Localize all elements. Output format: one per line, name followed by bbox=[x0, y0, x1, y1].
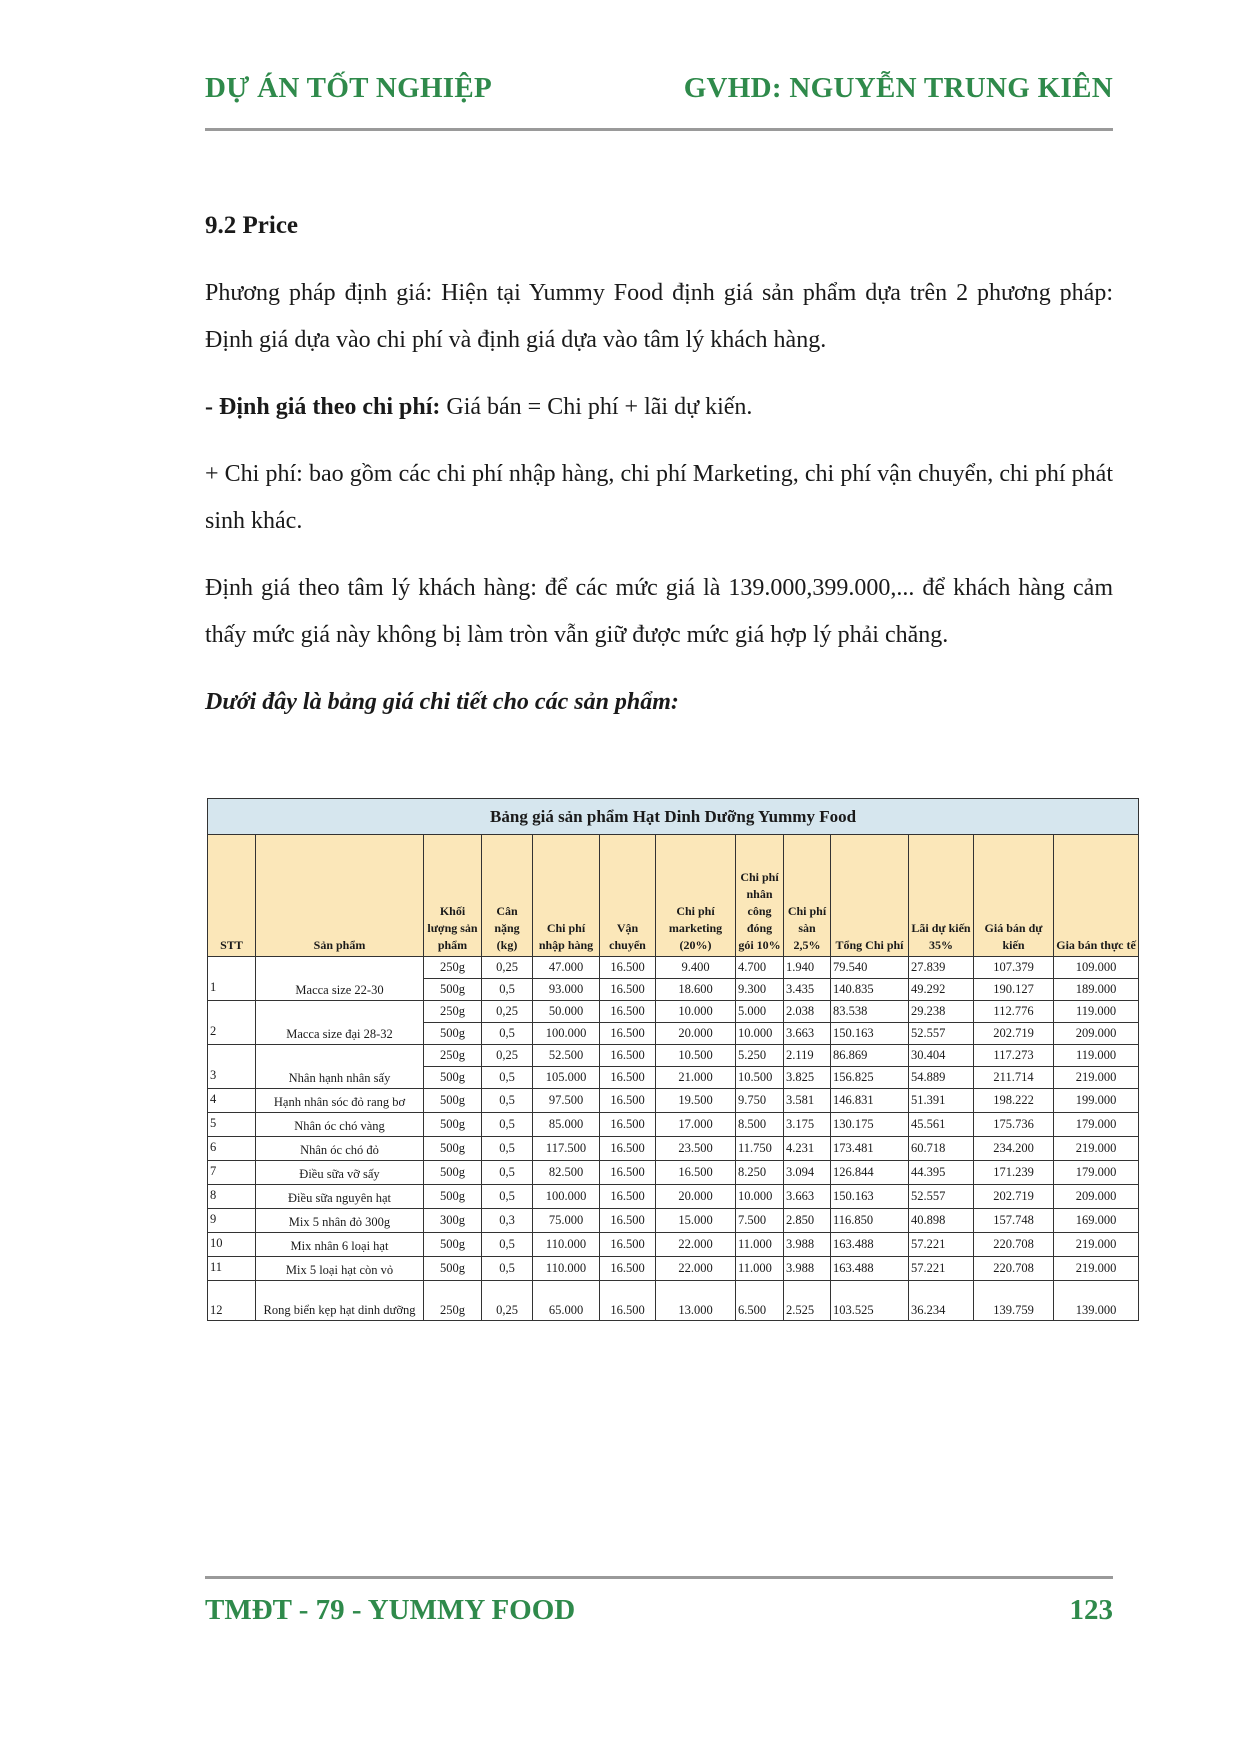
cell-marketing: 10.000 bbox=[656, 1001, 736, 1023]
cell-platform: 2.850 bbox=[784, 1209, 831, 1233]
cell-expected: 211.714 bbox=[974, 1067, 1054, 1089]
cell-packing: 11.750 bbox=[736, 1137, 784, 1161]
cell-import: 100.000 bbox=[533, 1185, 600, 1209]
cell-mass: 0,25 bbox=[482, 1281, 533, 1321]
cell-packing: 8.500 bbox=[736, 1113, 784, 1137]
cell-expected: 202.719 bbox=[974, 1185, 1054, 1209]
cell-import: 65.000 bbox=[533, 1281, 600, 1321]
cell-expected: 198.222 bbox=[974, 1089, 1054, 1113]
cell-import: 82.500 bbox=[533, 1161, 600, 1185]
cell-weight: 500g bbox=[424, 1089, 482, 1113]
cell-profit: 30.404 bbox=[909, 1045, 974, 1067]
cell-product-name: Điều sữa nguyên hạt bbox=[256, 1185, 424, 1209]
cell-shipping: 16.500 bbox=[600, 1185, 656, 1209]
col-header-stt: STT bbox=[208, 835, 256, 957]
cell-weight: 500g bbox=[424, 1067, 482, 1089]
cell-expected: 220.708 bbox=[974, 1233, 1054, 1257]
cell-import: 105.000 bbox=[533, 1067, 600, 1089]
cell-platform: 2.038 bbox=[784, 1001, 831, 1023]
cost-pricing-formula: Giá bán = Chi phí + lãi dự kiến. bbox=[440, 394, 753, 420]
cell-profit: 57.221 bbox=[909, 1257, 974, 1281]
cell-expected: 139.759 bbox=[974, 1281, 1054, 1321]
cell-total: 79.540 bbox=[831, 957, 909, 979]
cell-expected: 220.708 bbox=[974, 1257, 1054, 1281]
cell-platform: 3.435 bbox=[784, 979, 831, 1001]
page-header bbox=[205, 72, 1113, 112]
cell-weight: 250g bbox=[424, 957, 482, 979]
cell-shipping: 16.500 bbox=[600, 957, 656, 979]
cell-profit: 40.898 bbox=[909, 1209, 974, 1233]
cell-profit: 49.292 bbox=[909, 979, 974, 1001]
table-row bbox=[208, 957, 1139, 979]
cell-total: 150.163 bbox=[831, 1185, 909, 1209]
table-row bbox=[208, 1185, 1139, 1209]
col-header-total: Tổng Chi phí bbox=[831, 835, 909, 957]
cell-import: 110.000 bbox=[533, 1257, 600, 1281]
cell-actual: 189.000 bbox=[1054, 979, 1139, 1001]
cell-import: 50.000 bbox=[533, 1001, 600, 1023]
col-header-weight: Khối lượng sản phẩm bbox=[424, 835, 482, 957]
price-table-container bbox=[207, 798, 1138, 1321]
cell-profit: 44.395 bbox=[909, 1161, 974, 1185]
table-row bbox=[208, 1113, 1139, 1137]
cell-profit: 45.561 bbox=[909, 1113, 974, 1137]
cell-mass: 0,5 bbox=[482, 1023, 533, 1045]
cell-stt: 5 bbox=[208, 1113, 256, 1137]
cell-platform: 3.988 bbox=[784, 1257, 831, 1281]
cell-expected: 175.736 bbox=[974, 1113, 1054, 1137]
cell-stt: 3 bbox=[208, 1045, 256, 1089]
cell-mass: 0,5 bbox=[482, 1161, 533, 1185]
cell-actual: 209.000 bbox=[1054, 1023, 1139, 1045]
cell-mass: 0,5 bbox=[482, 1257, 533, 1281]
cell-packing: 5.250 bbox=[736, 1045, 784, 1067]
cell-shipping: 16.500 bbox=[600, 1233, 656, 1257]
cell-mass: 0,25 bbox=[482, 1001, 533, 1023]
cell-total: 83.538 bbox=[831, 1001, 909, 1023]
col-header-platform: Chi phí sàn 2,5% bbox=[784, 835, 831, 957]
col-header-expected: Giá bán dự kiến bbox=[974, 835, 1054, 957]
footer-team-name: TMĐT - 79 - YUMMY FOOD bbox=[205, 1594, 576, 1626]
cell-stt: 8 bbox=[208, 1185, 256, 1209]
col-header-product: Sản phẩm bbox=[256, 835, 424, 957]
cell-actual: 179.000 bbox=[1054, 1161, 1139, 1185]
table-row bbox=[208, 1001, 1139, 1023]
cell-marketing: 23.500 bbox=[656, 1137, 736, 1161]
cell-expected: 202.719 bbox=[974, 1023, 1054, 1045]
cell-actual: 119.000 bbox=[1054, 1045, 1139, 1067]
cell-product-name: Mix 5 nhân đỏ 300g bbox=[256, 1209, 424, 1233]
col-header-profit: Lãi dự kiến 35% bbox=[909, 835, 974, 957]
cell-import: 117.500 bbox=[533, 1137, 600, 1161]
cell-product-name: Nhân óc chó đỏ bbox=[256, 1137, 424, 1161]
table-row bbox=[208, 1045, 1139, 1067]
cell-actual: 209.000 bbox=[1054, 1185, 1139, 1209]
table-row bbox=[208, 1089, 1139, 1113]
cell-packing: 6.500 bbox=[736, 1281, 784, 1321]
cell-actual: 219.000 bbox=[1054, 1137, 1139, 1161]
cell-product-name: Nhân óc chó vàng bbox=[256, 1113, 424, 1137]
cell-marketing: 13.000 bbox=[656, 1281, 736, 1321]
cell-packing: 7.500 bbox=[736, 1209, 784, 1233]
table-row bbox=[208, 1161, 1139, 1185]
cell-expected: 112.776 bbox=[974, 1001, 1054, 1023]
cell-expected: 190.127 bbox=[974, 979, 1054, 1001]
cell-marketing: 22.000 bbox=[656, 1233, 736, 1257]
cell-actual: 139.000 bbox=[1054, 1281, 1139, 1321]
cell-total: 86.869 bbox=[831, 1045, 909, 1067]
cell-marketing: 22.000 bbox=[656, 1257, 736, 1281]
cell-total: 173.481 bbox=[831, 1137, 909, 1161]
col-header-mass: Cân nặng (kg) bbox=[482, 835, 533, 957]
cell-total: 140.835 bbox=[831, 979, 909, 1001]
col-header-import: Chi phí nhập hàng bbox=[533, 835, 600, 957]
cell-actual: 219.000 bbox=[1054, 1233, 1139, 1257]
cell-import: 110.000 bbox=[533, 1233, 600, 1257]
cell-total: 146.831 bbox=[831, 1089, 909, 1113]
cell-packing: 10.000 bbox=[736, 1185, 784, 1209]
cell-marketing: 9.400 bbox=[656, 957, 736, 979]
cell-weight: 500g bbox=[424, 1257, 482, 1281]
cell-actual: 169.000 bbox=[1054, 1209, 1139, 1233]
cell-product-name: Macca size đại 28-32 bbox=[256, 1001, 424, 1045]
cell-mass: 0,5 bbox=[482, 979, 533, 1001]
cell-weight: 300g bbox=[424, 1209, 482, 1233]
page-content bbox=[205, 202, 1113, 746]
cell-profit: 29.238 bbox=[909, 1001, 974, 1023]
cell-actual: 219.000 bbox=[1054, 1257, 1139, 1281]
cell-actual: 199.000 bbox=[1054, 1089, 1139, 1113]
cell-weight: 250g bbox=[424, 1281, 482, 1321]
cell-actual: 179.000 bbox=[1054, 1113, 1139, 1137]
cell-packing: 8.250 bbox=[736, 1161, 784, 1185]
cell-marketing: 20.000 bbox=[656, 1185, 736, 1209]
cell-shipping: 16.500 bbox=[600, 1001, 656, 1023]
cost-pricing-label: - Định giá theo chi phí: bbox=[205, 394, 441, 420]
cell-total: 130.175 bbox=[831, 1113, 909, 1137]
cell-stt: 2 bbox=[208, 1001, 256, 1045]
cell-product-name: Mix nhân 6 loại hạt bbox=[256, 1233, 424, 1257]
cell-platform: 2.525 bbox=[784, 1281, 831, 1321]
cell-total: 103.525 bbox=[831, 1281, 909, 1321]
cell-shipping: 16.500 bbox=[600, 1045, 656, 1067]
cell-platform: 1.940 bbox=[784, 957, 831, 979]
table-title: Bảng giá sản phẩm Hạt Dinh Dưỡng Yummy Food bbox=[208, 799, 1139, 835]
cell-marketing: 20.000 bbox=[656, 1023, 736, 1045]
cell-shipping: 16.500 bbox=[600, 979, 656, 1001]
cell-stt: 4 bbox=[208, 1089, 256, 1113]
cell-mass: 0,5 bbox=[482, 1113, 533, 1137]
cell-weight: 500g bbox=[424, 1023, 482, 1045]
cell-profit: 51.391 bbox=[909, 1089, 974, 1113]
price-table-body bbox=[208, 957, 1139, 1321]
cell-expected: 171.239 bbox=[974, 1161, 1054, 1185]
cell-packing: 11.000 bbox=[736, 1233, 784, 1257]
cell-packing: 11.000 bbox=[736, 1257, 784, 1281]
table-row bbox=[208, 1281, 1139, 1321]
cell-profit: 60.718 bbox=[909, 1137, 974, 1161]
cell-shipping: 16.500 bbox=[600, 1257, 656, 1281]
cell-mass: 0,5 bbox=[482, 1233, 533, 1257]
cell-mass: 0,3 bbox=[482, 1209, 533, 1233]
cell-marketing: 18.600 bbox=[656, 979, 736, 1001]
cell-product-name: Nhân hạnh nhân sấy bbox=[256, 1045, 424, 1089]
cell-marketing: 15.000 bbox=[656, 1209, 736, 1233]
cell-import: 93.000 bbox=[533, 979, 600, 1001]
col-header-actual: Gia bán thực tế bbox=[1054, 835, 1139, 957]
cell-stt: 11 bbox=[208, 1257, 256, 1281]
cell-platform: 3.663 bbox=[784, 1023, 831, 1045]
table-row bbox=[208, 1209, 1139, 1233]
cell-total: 163.488 bbox=[831, 1257, 909, 1281]
cell-mass: 0,25 bbox=[482, 957, 533, 979]
cell-marketing: 21.000 bbox=[656, 1067, 736, 1089]
cell-platform: 3.663 bbox=[784, 1185, 831, 1209]
header-project-title: DỰ ÁN TỐT NGHIỆP bbox=[205, 72, 493, 104]
table-row bbox=[208, 1137, 1139, 1161]
cell-stt: 10 bbox=[208, 1233, 256, 1257]
cell-packing: 10.500 bbox=[736, 1067, 784, 1089]
cell-marketing: 10.500 bbox=[656, 1045, 736, 1067]
cell-weight: 500g bbox=[424, 1185, 482, 1209]
cell-profit: 36.234 bbox=[909, 1281, 974, 1321]
cell-expected: 157.748 bbox=[974, 1209, 1054, 1233]
cell-shipping: 16.500 bbox=[600, 1089, 656, 1113]
cell-product-name: Macca size 22-30 bbox=[256, 957, 424, 1001]
cell-shipping: 16.500 bbox=[600, 1023, 656, 1045]
cell-mass: 0,5 bbox=[482, 1089, 533, 1113]
header-divider bbox=[205, 128, 1113, 131]
cell-marketing: 17.000 bbox=[656, 1113, 736, 1137]
cell-product-name: Rong biển kẹp hạt dinh dưỡng bbox=[256, 1281, 424, 1321]
cell-packing: 5.000 bbox=[736, 1001, 784, 1023]
cell-packing: 10.000 bbox=[736, 1023, 784, 1045]
cell-product-name: Mix 5 loại hạt còn vỏ bbox=[256, 1257, 424, 1281]
table-row bbox=[208, 1257, 1139, 1281]
price-table bbox=[207, 798, 1139, 1321]
cell-profit: 27.839 bbox=[909, 957, 974, 979]
cell-expected: 234.200 bbox=[974, 1137, 1054, 1161]
cell-stt: 12 bbox=[208, 1281, 256, 1321]
cell-packing: 9.750 bbox=[736, 1089, 784, 1113]
cell-import: 97.500 bbox=[533, 1089, 600, 1113]
cell-shipping: 16.500 bbox=[600, 1137, 656, 1161]
cell-total: 126.844 bbox=[831, 1161, 909, 1185]
paragraph-pricing-method: Phương pháp định giá: Hiện tại Yummy Food định giá sản phẩm dựa trên 2 phương pháp: Định giá dựa vào chi phí và định giá dựa vào tâm lý khách hàng. bbox=[205, 280, 1113, 353]
cell-shipping: 16.500 bbox=[600, 1161, 656, 1185]
cell-product-name: Điều sữa vỡ sấy bbox=[256, 1161, 424, 1185]
cell-marketing: 16.500 bbox=[656, 1161, 736, 1185]
cell-actual: 119.000 bbox=[1054, 1001, 1139, 1023]
cell-weight: 500g bbox=[424, 1233, 482, 1257]
cell-platform: 3.175 bbox=[784, 1113, 831, 1137]
cell-weight: 500g bbox=[424, 979, 482, 1001]
cell-total: 163.488 bbox=[831, 1233, 909, 1257]
cell-stt: 9 bbox=[208, 1209, 256, 1233]
cell-expected: 117.273 bbox=[974, 1045, 1054, 1067]
cell-weight: 250g bbox=[424, 1045, 482, 1067]
cell-import: 75.000 bbox=[533, 1209, 600, 1233]
cell-profit: 52.557 bbox=[909, 1185, 974, 1209]
cell-import: 47.000 bbox=[533, 957, 600, 979]
table-row bbox=[208, 1233, 1139, 1257]
cell-shipping: 16.500 bbox=[600, 1281, 656, 1321]
cell-mass: 0,5 bbox=[482, 1137, 533, 1161]
paragraph-cost-items: + Chi phí: bao gồm các chi phí nhập hàng, chi phí Marketing, chi phí vận chuyển, chi phí phát sinh khác. bbox=[205, 461, 1113, 534]
cell-mass: 0,5 bbox=[482, 1067, 533, 1089]
cell-platform: 2.119 bbox=[784, 1045, 831, 1067]
cell-actual: 109.000 bbox=[1054, 957, 1139, 979]
cell-platform: 3.988 bbox=[784, 1233, 831, 1257]
cell-platform: 3.825 bbox=[784, 1067, 831, 1089]
cell-total: 150.163 bbox=[831, 1023, 909, 1045]
cell-import: 85.000 bbox=[533, 1113, 600, 1137]
header-supervisor: GVHD: NGUYỄN TRUNG KIÊN bbox=[683, 72, 1113, 104]
cell-import: 100.000 bbox=[533, 1023, 600, 1045]
cell-total: 116.850 bbox=[831, 1209, 909, 1233]
section-title: 9.2 Price bbox=[205, 212, 299, 239]
cell-packing: 9.300 bbox=[736, 979, 784, 1001]
cell-shipping: 16.500 bbox=[600, 1209, 656, 1233]
cell-actual: 219.000 bbox=[1054, 1067, 1139, 1089]
cell-product-name: Hạnh nhân sóc đỏ rang bơ bbox=[256, 1089, 424, 1113]
table-caption: Dưới đây là bảng giá chi tiết cho các sản phẩm: bbox=[205, 689, 679, 715]
cell-shipping: 16.500 bbox=[600, 1113, 656, 1137]
cell-total: 156.825 bbox=[831, 1067, 909, 1089]
cell-shipping: 16.500 bbox=[600, 1067, 656, 1089]
cell-weight: 500g bbox=[424, 1137, 482, 1161]
col-header-packing: Chi phí nhân công đóng gói 10% bbox=[736, 835, 784, 957]
page-number: 123 bbox=[1069, 1594, 1113, 1626]
paragraph-psychological-pricing: Định giá theo tâm lý khách hàng: để các mức giá là 139.000,399.000,... để khách hàng cảm thấy mức giá này không bị làm tròn vẫn giữ được mức giá hợp lý phải chăng. bbox=[205, 575, 1113, 648]
paragraph-cost-pricing bbox=[205, 384, 1113, 431]
cell-platform: 3.094 bbox=[784, 1161, 831, 1185]
cell-mass: 0,5 bbox=[482, 1185, 533, 1209]
cell-weight: 500g bbox=[424, 1161, 482, 1185]
cell-expected: 107.379 bbox=[974, 957, 1054, 979]
col-header-shipping: Vận chuyển bbox=[600, 835, 656, 957]
cell-weight: 500g bbox=[424, 1113, 482, 1137]
cell-profit: 54.889 bbox=[909, 1067, 974, 1089]
cell-mass: 0,25 bbox=[482, 1045, 533, 1067]
cell-marketing: 19.500 bbox=[656, 1089, 736, 1113]
cell-weight: 250g bbox=[424, 1001, 482, 1023]
cell-platform: 4.231 bbox=[784, 1137, 831, 1161]
footer-divider bbox=[205, 1576, 1113, 1579]
cell-stt: 1 bbox=[208, 957, 256, 1001]
col-header-marketing: Chi phí marketing (20%) bbox=[656, 835, 736, 957]
cell-stt: 7 bbox=[208, 1161, 256, 1185]
cell-profit: 57.221 bbox=[909, 1233, 974, 1257]
cell-packing: 4.700 bbox=[736, 957, 784, 979]
cell-platform: 3.581 bbox=[784, 1089, 831, 1113]
cell-profit: 52.557 bbox=[909, 1023, 974, 1045]
cell-import: 52.500 bbox=[533, 1045, 600, 1067]
cell-stt: 6 bbox=[208, 1137, 256, 1161]
